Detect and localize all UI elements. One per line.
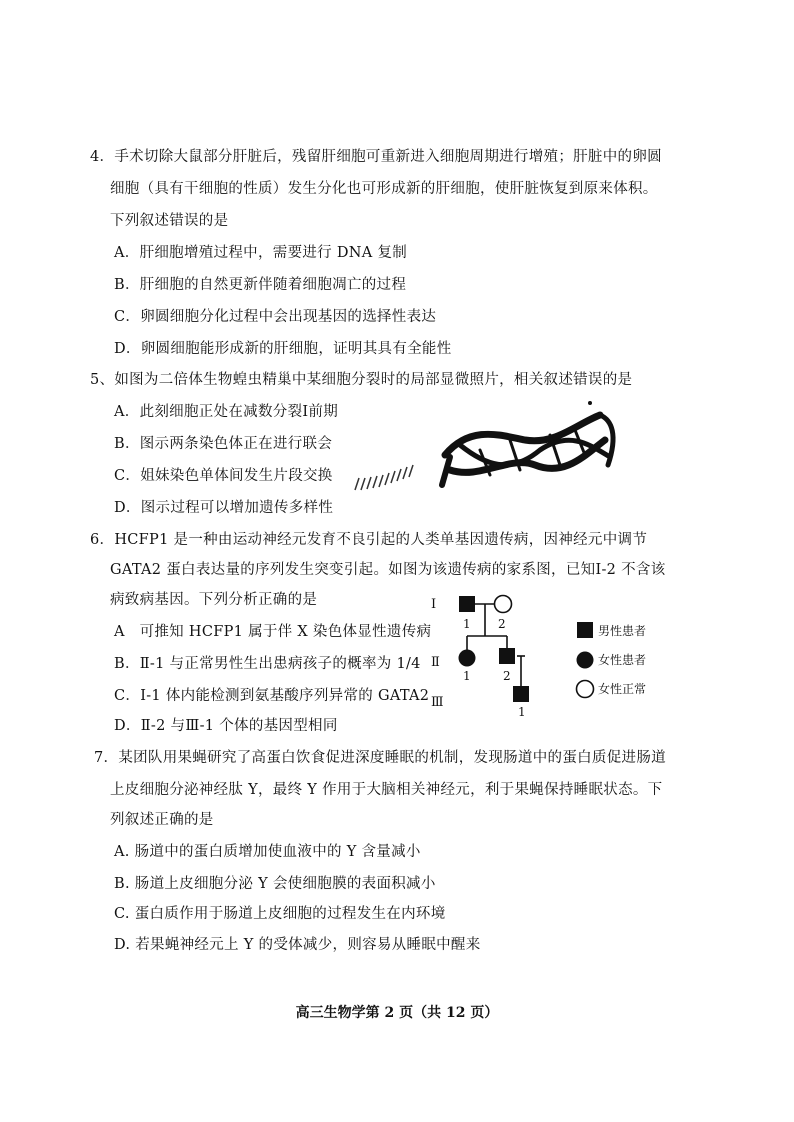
q4-stem-line-1: 4．手术切除大鼠部分肝脏后，残留肝细胞可重新进入细胞周期进行增殖；肝脏中的卵圆 bbox=[90, 149, 662, 165]
q4-option-a: A．肝细胞增殖过程中，需要进行 DNA 复制 bbox=[114, 245, 408, 261]
q5-option-d: D．图示过程可以增加遗传多样性 bbox=[114, 500, 334, 516]
q6-stem-line-3: 病致病基因。下列分析正确的是 bbox=[110, 592, 318, 608]
individual-I-1: 1 bbox=[463, 617, 471, 631]
generation-label-3: Ⅲ bbox=[431, 695, 444, 710]
q4-option-d: D．卵圆细胞能形成新的肝细胞，证明其具有全能性 bbox=[114, 341, 452, 357]
generation-label-1: Ⅰ bbox=[431, 597, 437, 612]
q4-option-b: B．肝细胞的自然更新伴随着细胞凋亡的过程 bbox=[114, 277, 407, 293]
q4-stem-line-2: 细胞（具有干细胞的性质）发生分化也可形成新的肝细胞，使肝脏恢复到原来体积。 bbox=[110, 181, 658, 197]
page-footer: 高三生物学第 2 页（共 12 页） bbox=[295, 1005, 499, 1021]
legend-male-affected: 男性患者 bbox=[598, 624, 647, 638]
q5-stem-line-1: 5、如图为二倍体生物蝗虫精巢中某细胞分裂时的局部显微照片，相关叙述错误的是 bbox=[90, 372, 633, 388]
q7-option-d: D. 若果蝇神经元上 Y 的受体减少，则容易从睡眠中醒来 bbox=[114, 937, 481, 953]
q7-option-b: B. 肠道上皮细胞分泌 Y 会使细胞膜的表面积减小 bbox=[114, 876, 436, 892]
legend-female-affected: 女性患者 bbox=[598, 653, 647, 667]
q5-option-b: B．图示两条染色体正在进行联会 bbox=[114, 436, 333, 452]
q6-option-b: B．Ⅱ-1 与正常男性生出患病孩子的概率为 1/4 bbox=[114, 656, 421, 672]
individual-III-1: 1 bbox=[518, 705, 526, 719]
q4-option-c: C．卵圆细胞分化过程中会出现基因的选择性表达 bbox=[114, 309, 437, 325]
chromosome-micrograph bbox=[350, 395, 640, 505]
pedigree-chart bbox=[425, 588, 685, 723]
q6-option-c: C．Ⅰ-1 体内能检测到氨基酸序列异常的 GATA2 bbox=[114, 688, 430, 704]
q5-option-c: C．姐妹染色单体间发生片段交换 bbox=[114, 468, 333, 484]
individual-I-2: 2 bbox=[498, 617, 506, 631]
generation-label-2: Ⅱ bbox=[431, 655, 440, 670]
q7-stem-line-1: 7．某团队用果蝇研究了高蛋白饮食促进深度睡眠的机制，发现肠道中的蛋白质促进肠道 bbox=[94, 750, 666, 766]
q4-stem-line-3: 下列叙述错误的是 bbox=[110, 213, 229, 229]
individual-II-1: 1 bbox=[463, 669, 471, 683]
q6-stem-line-2: GATA2 蛋白表达量的序列发生突变引起。如图为该遗传病的家系图，已知Ⅰ-2 不含该 bbox=[110, 562, 666, 578]
legend-female-normal: 女性正常 bbox=[598, 682, 647, 696]
q5-option-a: A．此刻细胞正处在减数分裂Ⅰ前期 bbox=[114, 404, 338, 420]
q6-stem-line-1: 6．HCFP1 是一种由运动神经元发育不良引起的人类单基因遗传病，因神经元中调节 bbox=[90, 532, 648, 548]
q6-option-d: D．Ⅱ-2 与Ⅲ-1 个体的基因型相同 bbox=[114, 718, 338, 734]
q7-stem-line-3: 列叙述正确的是 bbox=[110, 812, 214, 828]
q6-option-a: A 可推知 HCFP1 属于伴 X 染色体显性遗传病 bbox=[114, 624, 432, 640]
q7-option-a: A. 肠道中的蛋白质增加使血液中的 Y 含量减小 bbox=[114, 844, 421, 860]
q7-option-c: C. 蛋白质作用于肠道上皮细胞的过程发生在内环境 bbox=[114, 906, 446, 922]
individual-II-2: 2 bbox=[503, 669, 511, 683]
q7-stem-line-2: 上皮细胞分泌神经肽 Y，最终 Y 作用于大脑相关神经元，利于果蝇保持睡眠状态。下 bbox=[110, 782, 663, 798]
